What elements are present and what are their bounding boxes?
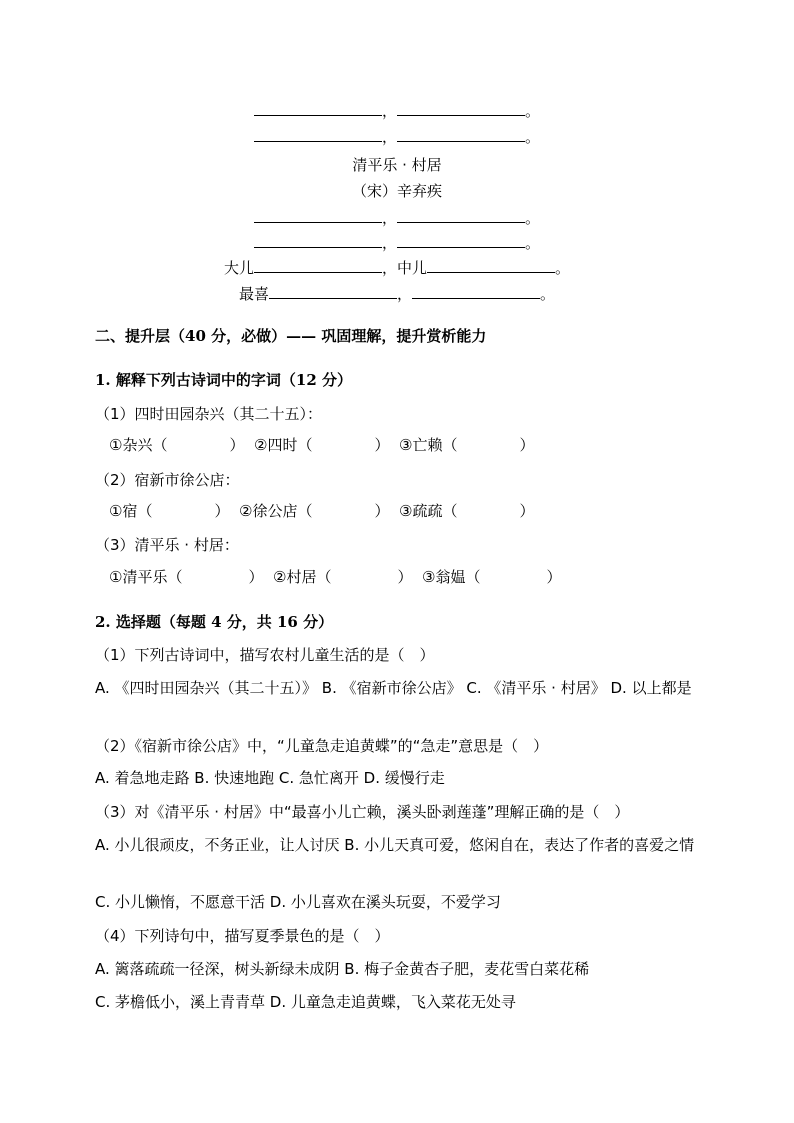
poem-blank-line: ， 。 (0, 100, 794, 121)
word-items: ①杂兴（ ） ②四时（ ） ③亡赖（ ） (109, 436, 535, 454)
fill-blank[interactable] (254, 100, 382, 116)
mc-options: A. 篱落疏疏一径深，树头新绿未成阴 B. 梅子金黄杏子肥，麦花雪白菜花稀 (95, 960, 590, 978)
fill-blank[interactable] (397, 126, 525, 142)
poem-blank-line: 最喜 ， 。 (238, 285, 556, 303)
mc-question: （3）对《清平乐 · 村居》中“最喜小儿亡赖，溪头卧剥莲蓬”理解正确的是（ ） (95, 803, 630, 821)
poem-blank-line: ， 。 (0, 207, 794, 228)
sub-question: （1）四时田园杂兴（其二十五）： (95, 405, 323, 423)
fill-blank[interactable] (254, 232, 382, 248)
sub-question: （2）宿新市徐公店： (95, 471, 240, 489)
poem-blank-line: ， 。 (0, 126, 794, 147)
fill-blank[interactable] (269, 283, 397, 299)
word-items: ①清平乐（ ） ②村居（ ） ③翁媪（ ） (109, 568, 562, 586)
poem-blank-line: ， 。 (0, 232, 794, 253)
question-title: 1. 解释下列古诗词中的字词（12 分） (95, 371, 352, 389)
mc-question: （4）下列诗句中，描写夏季景色的是（ ） (95, 927, 390, 945)
fill-blank[interactable] (397, 100, 525, 116)
mc-question: （1）下列古诗词中，描写农村儿童生活的是（ ） (95, 646, 435, 664)
fill-blank[interactable] (397, 232, 525, 248)
poem-title: 清平乐 · 村居 (352, 156, 442, 174)
fill-blank[interactable] (412, 283, 540, 299)
mc-options: A. 着急地走路 B. 快速地跑 C. 急忙离开 D. 缓慢行走 (95, 769, 445, 787)
sub-question: （3）清平乐 · 村居： (95, 536, 239, 554)
question-title: 2. 选择题（每题 4 分，共 16 分） (95, 613, 334, 631)
fill-blank[interactable] (254, 207, 382, 223)
mc-question: （2）《宿新市徐公店》中，“儿童急走追黄蝶”的“急走”意思是（ ） (95, 737, 549, 755)
word-items: ①宿（ ） ②徐公店（ ） ③疏疏（ ） (109, 502, 535, 520)
poem-blank-line: 大儿 ，中儿 。 (223, 259, 571, 277)
fill-blank[interactable] (254, 126, 382, 142)
mc-options: C. 小儿懒惰，不愿意干活 D. 小儿喜欢在溪头玩耍，不爱学习 (95, 893, 501, 911)
fill-blank[interactable] (397, 207, 525, 223)
fill-blank[interactable] (254, 257, 382, 273)
mc-options: A. 《四时田园杂兴（其二十五）》 B. 《宿新市徐公店》 C. 《清平乐 · 村居》 D. 以上都是 (95, 679, 692, 697)
mc-options: A. 小儿很顽皮，不务正业，让人讨厌 B. 小儿天真可爱，悠闲自在，表达了作者的喜爱之情 (95, 836, 695, 854)
poem-author: （宋）辛弃疾 (351, 182, 442, 200)
section-heading: 二、提升层（40 分，必做）—— 巩固理解，提升赏析能力 (95, 327, 487, 345)
fill-blank[interactable] (427, 257, 555, 273)
mc-options: C. 茅檐低小，溪上青青草 D. 儿童急走追黄蝶，飞入菜花无处寻 (95, 993, 516, 1011)
